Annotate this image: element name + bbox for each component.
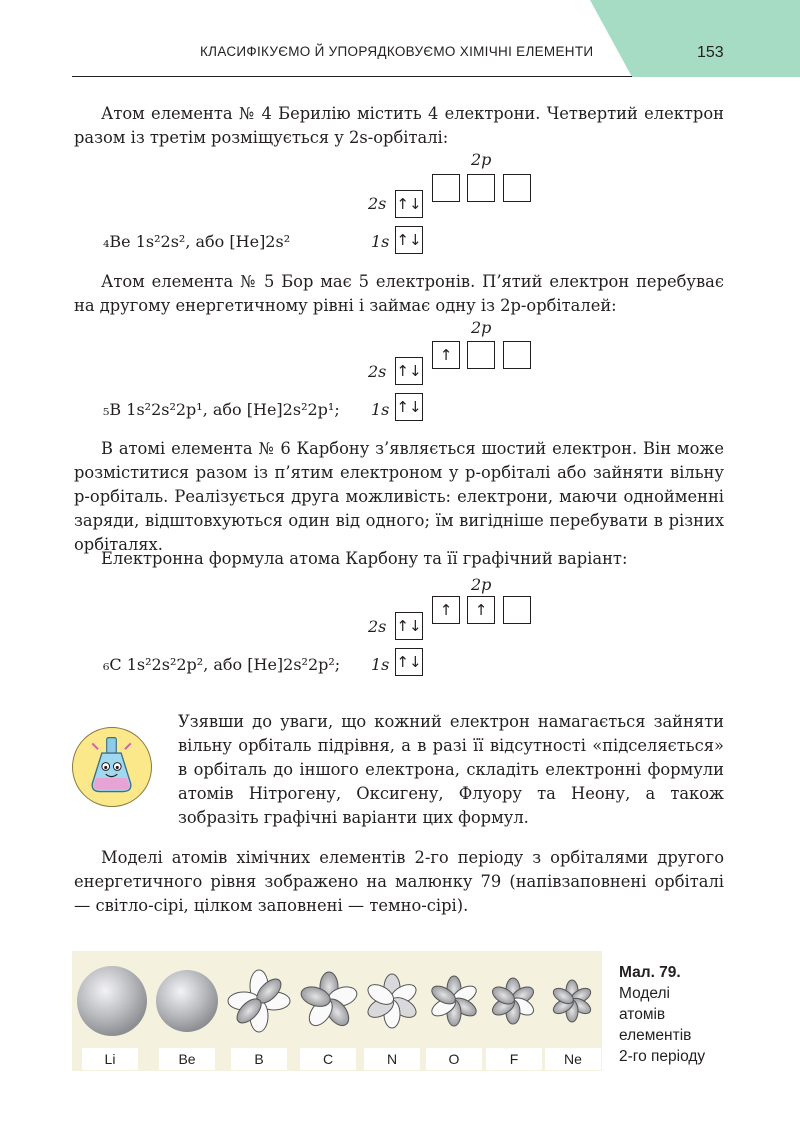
atom-label-o: O <box>426 1048 482 1070</box>
caption-line: атомів <box>619 1006 666 1023</box>
flask-mascot-icon <box>72 727 152 807</box>
atom-label-n: N <box>364 1048 420 1070</box>
level-2s-label: 2s <box>368 194 387 213</box>
caption-line: Моделі <box>619 985 671 1002</box>
running-header: КЛАСИФІКУЄМО Й УПОРЯДКОВУЄМО ХІМІЧНІ ЕЛЕМЕНТИ <box>200 44 594 59</box>
paragraph-boron: Атом елемента № 5 Бор має 5 електронів. П’ятий електрон перебуває на другому енергетичному рівні і займає одну із 2p-орбіталей: <box>74 272 724 315</box>
level-2s-label: 2s <box>368 617 387 636</box>
orbital-2s-cell: ↑↓ <box>395 357 423 385</box>
corner-accent <box>590 0 800 77</box>
orbital-2p-cell <box>503 174 531 202</box>
figure-caption <box>619 962 705 1067</box>
atom-label-c: C <box>300 1048 356 1070</box>
page-number: 153 <box>697 44 724 61</box>
header-rule <box>72 76 632 77</box>
atom-label-ne: Ne <box>545 1048 601 1070</box>
orbital-2p-cell: ↑ <box>467 596 495 624</box>
atom-label-be: Be <box>159 1048 215 1070</box>
task-text: Узявши до уваги, що кожний електрон намагається зайняти вільну орбіталь підрівня, а в разі її відсутності «підселяється» в орбіталь до іншого електрона, складіть електронні формули атомів Нітрогену, Оксигену, Флуору та Неону, а також зобразіть графічні варіанти цих формул. <box>178 712 724 827</box>
orbital-1s-cell: ↑↓ <box>395 393 423 421</box>
atom-label-li: Li <box>82 1048 138 1070</box>
level-2p-label: 2p <box>471 150 492 169</box>
orbital-1s-cell: ↑↓ <box>395 226 423 254</box>
orbital-2p-cell <box>467 174 495 202</box>
orbital-2p-cell <box>432 174 460 202</box>
atom-label-b: B <box>231 1048 287 1070</box>
level-1s-label: 1s <box>371 400 390 419</box>
paragraph-carbon: В атомі елемента № 6 Карбону з’являється шостий електрон. Він може розміститися разом із п’ятим електроном у p-орбіталі або зайняти вільну p-орбіталь. Реалізується друга можливість: електрони, маючи однойменні заряди, відштовхуються один від одного; їм вигідніше перебувати в різних орбіталях. <box>74 439 724 554</box>
caption-title: Мал. 79. <box>619 964 681 981</box>
orbital-2s-cell: ↑↓ <box>395 190 423 218</box>
paragraph-figure-reference: Моделі атомів хімічних елементів 2-го періоду з орбіталями другого енергетичного рівня зображено на малюнку 79 (напівзаповнені орбіталі — світло-сірі, цілком заповнені — темно-сірі). <box>74 848 724 915</box>
caption-line: 2-го періоду <box>619 1048 706 1065</box>
orbital-2p-cell <box>503 596 531 624</box>
level-2p-label: 2p <box>471 575 492 594</box>
orbital-2p-cell <box>467 341 495 369</box>
electron-formula-be: ₄Be 1s²2s², або [He]2s² <box>103 232 291 251</box>
orbital-2p-cell <box>503 341 531 369</box>
level-2s-label: 2s <box>368 362 387 381</box>
electron-formula-c: ₆C 1s²2s²2p², або [He]2s²2p²; <box>103 655 341 674</box>
atom-label-f: F <box>486 1048 542 1070</box>
orbital-2p-cell: ↑ <box>432 341 460 369</box>
paragraph-beryllium: Атом елемента № 4 Берилію містить 4 електрони. Четвертий електрон разом із третім розміщується у 2s-орбіталі: <box>74 104 724 147</box>
orbital-1s-cell: ↑↓ <box>395 648 423 676</box>
level-1s-label: 1s <box>371 655 390 674</box>
level-2p-label: 2p <box>471 318 492 337</box>
orbital-2p-cell: ↑ <box>432 596 460 624</box>
paragraph-carbon-formula: Електронна формула атома Карбону та її графічний варіант: <box>101 549 628 568</box>
caption-line: елементів <box>619 1027 692 1044</box>
orbital-2s-cell: ↑↓ <box>395 612 423 640</box>
level-1s-label: 1s <box>371 232 390 251</box>
electron-formula-b: ₅B 1s²2s²2p¹, або [He]2s²2p¹; <box>103 400 340 419</box>
